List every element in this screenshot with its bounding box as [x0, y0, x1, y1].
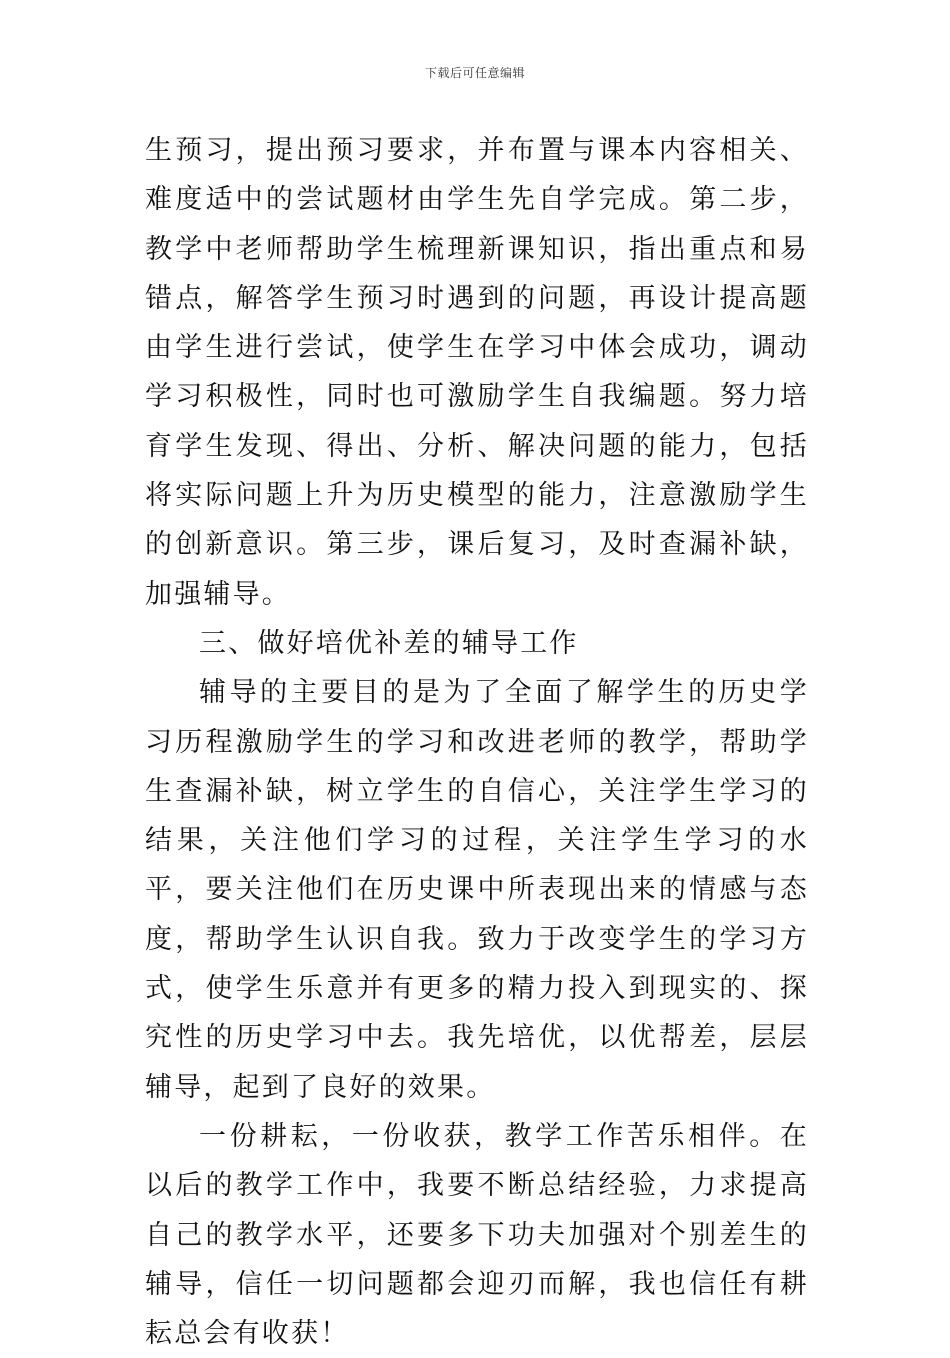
page-header: 下载后可任意编辑 — [424, 66, 525, 80]
paragraph-tutoring: 辅导的主要目的是为了全面了解学生的历史学习历程激励学生的学习和改进老师的教学，帮助学生查漏补缺，树立学生的自信心，关注学生学习的结果，关注他们学习的过程，关注学生学习的水平，要关注他们在历史课中所表现出来的情感与态度，帮助学生认识自我。致力于改变学生的学习方式，使学生乐意并有更多的精力投入到现实的、探究性的历史学习中去。我先培优，以优帮差，层层辅导，起到了良好的效果。 — [145, 677, 809, 1103]
paragraph-continuation: 生预习，提出预习要求，并布置与课本内容相关、难度适中的尝试题材由学生先自学完成。第二步，教学中老师帮助学生梳理新课知识，指出重点和易错点，解答学生预习时遇到的问题，再设计提高题由学生进行尝试，使学生在学习中体会成功，调动学习积极性，同时也可激励学生自我编题。努力培育学生发现、得出、分析、解决问题的能力，包括将实际问题上升为历史模型的能力，注意激励学生的创新意识。第三步，课后复习，及时查漏补缺，加强辅导。 — [145, 135, 809, 610]
section-heading: 三、做好培优补差的辅导工作 — [199, 627, 579, 659]
paragraph-conclusion: 一份耕耘，一份收获，教学工作苦乐相伴。在以后的教学工作中，我要不断总结经验，力求提高自己的教学水平，还要多下功夫加强对个别差生的辅导，信任一切问题都会迎刃而解，我也信任有耕耘总会有收获！ — [145, 1120, 809, 1350]
document-body — [145, 126, 809, 1358]
